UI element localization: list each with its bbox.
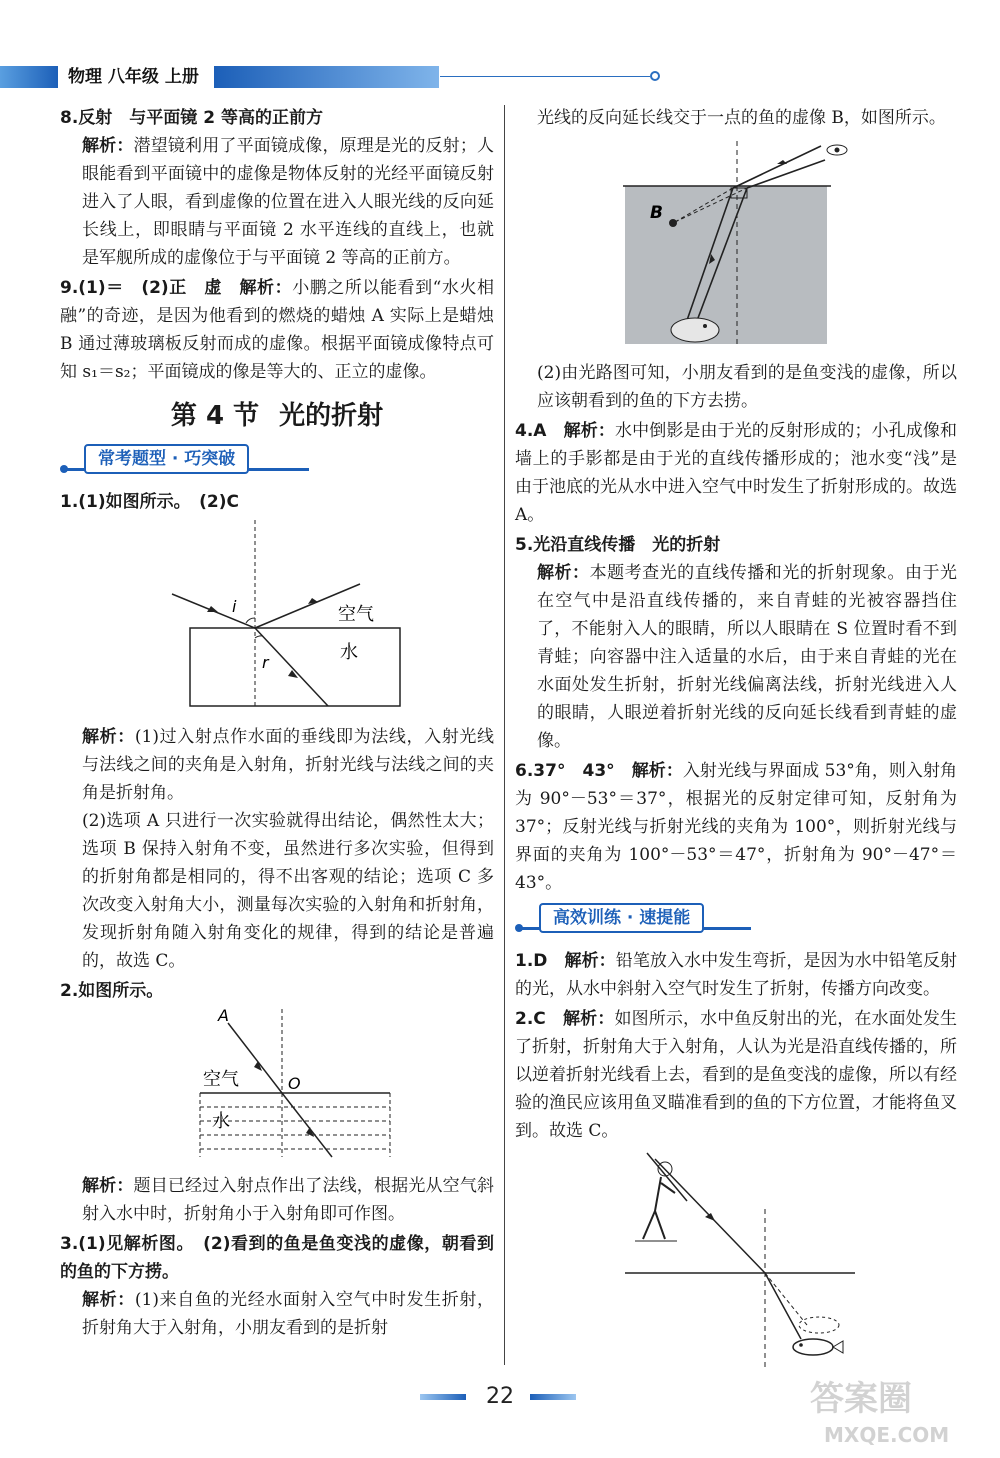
header-band-left <box>0 66 58 88</box>
banner-label-2: 高效训练 · 速提能 <box>539 903 704 933</box>
q6-label: 解析： <box>631 761 683 781</box>
q1-answer: 1.(1)如图所示。 (2)C <box>60 492 239 512</box>
header-rule <box>440 76 650 77</box>
section-name: 光的折射 <box>279 401 384 431</box>
q3-label: 解析： <box>82 1290 135 1310</box>
banner-dot-2 <box>515 924 523 932</box>
q8-answer: 8.反射 与平面镜 2 等高的正前方 <box>60 108 323 128</box>
q6-block <box>515 757 957 897</box>
right-column <box>515 104 957 1382</box>
q8-text: 潜望镜利用了平面镜成像，原理是光的反射；人眼能看到平面镜中的虚像是物体反射的光经平面镜反射进入了人眼，看到虚像的位置在进入人眼光线的反向延长线上，即眼睛与平面镜 2 水平连线的直线上，也就是军舰所成的虚像位于与平面镜 2 等高的正前方。 <box>82 136 495 268</box>
column-divider <box>504 105 505 1365</box>
q9-label: 解析： <box>239 278 293 298</box>
q2-text: 题目已经过入射点作出了法线，根据光从空气斜射入水中时，折射角小于入射角即可作图。 <box>82 1176 495 1224</box>
label-O: O <box>288 1074 301 1093</box>
page-number-decor-right <box>530 1394 576 1400</box>
figure-4 <box>515 1149 957 1378</box>
q5-explanation <box>515 559 957 755</box>
q1-text-2: (2)选项 A 只进行一次实验就得出结论，偶然性太大；选项 B 保持入射角不变，虽然进行多次实验，但得到的折射角都是相同的，得不出客观的结论；选项 C 多次改变入射角大小，测量每次实验的入射角和折射角，发现折射角随入射角变化的规律，得到的结论是普遍的，故选 C。 <box>82 811 494 971</box>
q3-continued: 光线的反向延长线交于一点的鱼的虚像 B，如图所示。 <box>537 108 946 128</box>
r1-text: 铅笔放入水中发生弯折，是因为水中铅笔反射的光，从水中斜射入空气时发生了折射，传播方向改变。 <box>515 951 958 999</box>
q2-label: 解析： <box>82 1176 134 1196</box>
q3-answer <box>60 1230 494 1286</box>
svg-text:答案圈: 答案圈 <box>810 1379 912 1419</box>
r2-label: 解析： <box>563 1009 615 1029</box>
banner-common-questions <box>60 444 494 478</box>
q8-explanation <box>60 132 494 272</box>
fisherman-spear-diagram <box>515 1149 957 1369</box>
header-dot <box>650 71 660 81</box>
q6-text: 入射光线与界面成 53°角，则入射角为 90°－53°＝37°，根据光的反射定律可知，反射角为 37°；反射光线与折射光线的夹角为 100°，则折射光线与界面的夹角为 100°－53°＝47°，折射角为 90°－47°＝43°。 <box>515 761 958 893</box>
q3-text-2: (2)由光路图可知，小朋友看到的是鱼变浅的虚像，所以应该朝看到的鱼的下方去捞。 <box>537 363 957 411</box>
q9-block <box>60 274 494 386</box>
q5-text: 本题考查光的直线传播和光的折射现象。由于光在空气中是沿直线传播的，来自青蛙的光被容器挡住了，不能射入人的眼睛，所以人眼睛在 S 位置时看不到青蛙；向容器中注入适量的水后，由于来自青蛙的光在水面处发生折射，折射光线偏离法线，折射光线进入人的眼睛，人眼逆着折射光线的反向延长线看到青蛙的虚像。 <box>537 563 958 751</box>
r2-text: 如图所示，水中鱼反射出的光，在水面处发生了折射，折射角大于入射角，人认为光是沿直线传播的，所以逆着折射光线看上去，看到的是鱼变浅的虚像，所以有经验的渔民应该用鱼叉瞄准看到的鱼的下方位置，才能将鱼叉到。故选 C。 <box>515 1009 958 1141</box>
q3-text: (1)来自鱼的光经水面射入空气中时发生折射，折射角大于入射角，小朋友看到的是折射 <box>82 1290 494 1338</box>
left-column <box>60 104 494 1342</box>
label-A: A <box>218 1009 229 1025</box>
label-water: 水 <box>340 642 358 663</box>
label-r: r <box>262 653 269 672</box>
header-title: 物理 八年级 上册 <box>62 64 205 90</box>
fish-virtual-image-diagram <box>515 136 957 346</box>
q4-block <box>515 417 957 529</box>
label-air-2: 空气 <box>203 1069 239 1090</box>
q6-answer: 6.37° 43° <box>515 761 615 781</box>
refraction-diagram-1 <box>60 520 494 710</box>
label-B: B <box>650 203 663 223</box>
r1-block <box>515 947 957 1003</box>
q3-answer-text: 3.(1)见解析图。 (2)看到的鱼是鱼变浅的虚像，朝看到的鱼的下方捞。 <box>60 1234 494 1282</box>
section-number: 第 4 节 <box>170 401 260 431</box>
q1-explanation <box>60 723 494 807</box>
banner-label: 常考题型 · 巧突破 <box>84 444 249 474</box>
q4-label: 解析： <box>563 421 615 441</box>
figure-3 <box>515 136 957 355</box>
q5-answer: 5.光沿直线传播 光的折射 <box>515 535 721 555</box>
label-i: i <box>232 597 237 616</box>
page-header <box>0 60 1000 100</box>
banner-dot <box>60 465 68 473</box>
refraction-diagram-2 <box>60 1009 494 1159</box>
header-band-right <box>214 66 439 88</box>
page-number: 22 <box>486 1384 514 1409</box>
label-air: 空气 <box>338 604 374 625</box>
figure-1 <box>60 520 494 719</box>
banner-efficient-training <box>515 903 957 937</box>
r2-block <box>515 1005 957 1145</box>
label-water-2: 水 <box>212 1111 230 1132</box>
q1-text-1: (1)过入射点作水面的垂线即为法线，入射光线与法线之间的夹角是入射角，折射光线与法线之间的夹角是折射角。 <box>82 727 494 803</box>
figure-2 <box>60 1009 494 1168</box>
q4-text: 水中倒影是由于光的反射形成的；小孔成像和墙上的手影都是由于光的直线传播形成的；池水变“浅”是由于池底的光从水中进入空气中时发生了折射形成的。故选 A。 <box>515 421 958 525</box>
q3-explanation <box>60 1286 494 1342</box>
svg-text:MXQE.COM: MXQE.COM <box>824 1423 950 1447</box>
section-title <box>60 396 494 436</box>
watermark-logo <box>790 1370 990 1450</box>
q9-answer: 9.(1)＝ (2)正 虚 <box>60 278 222 298</box>
q1-label: 解析： <box>82 727 135 747</box>
q8-label: 解析： <box>82 136 134 156</box>
q9-text: 小鹏之所以能看到“水火相融”的奇迹，是因为他看到的燃烧的蜡烛 A 实际上是蜡烛 B 通过薄玻璃板反射而成的虚像。根据平面镜成像特点可知 s₁＝s₂；平面镜成的像是等大的、正立的虚像。 <box>60 278 495 382</box>
r1-label: 解析： <box>564 951 616 971</box>
q2-answer: 2.如图所示。 <box>60 981 164 1001</box>
r1-answer: 1.D <box>515 951 548 971</box>
q4-answer: 4.A <box>515 421 547 441</box>
r2-answer: 2.C <box>515 1009 546 1029</box>
q2-explanation <box>60 1172 494 1228</box>
q5-label: 解析： <box>537 563 590 583</box>
